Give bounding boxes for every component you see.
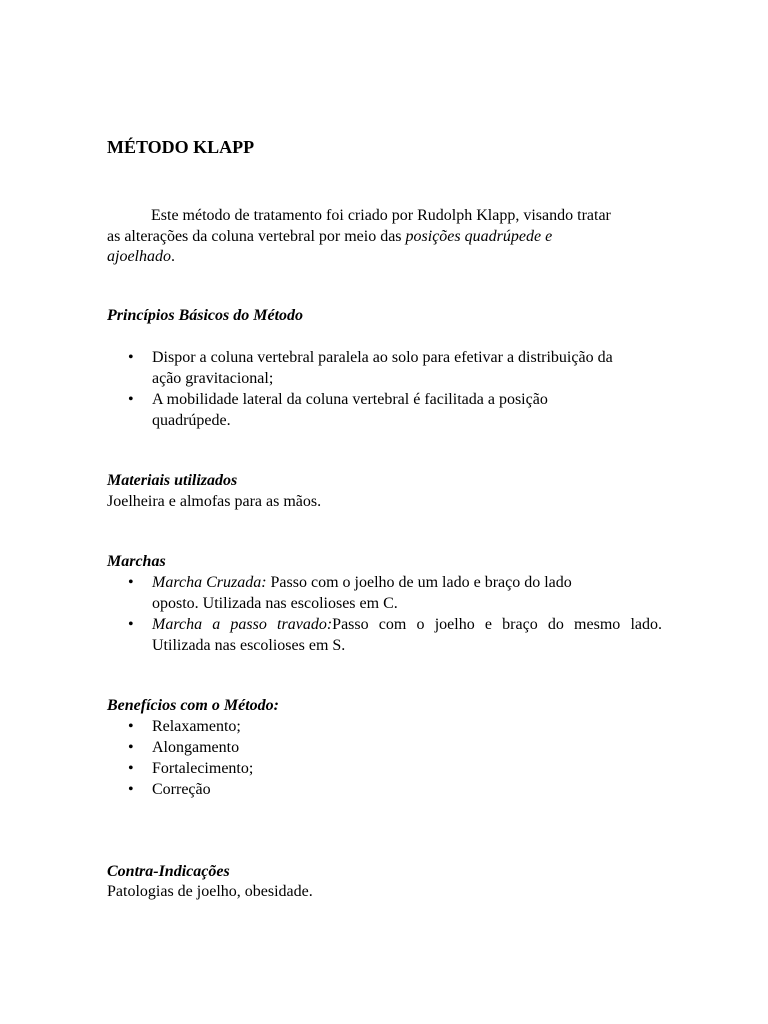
intro-line-2-italic: posições quadrúpede e xyxy=(405,228,553,245)
bullet-icon: • xyxy=(128,739,134,756)
marcha-2-line-2: Utilizada nas escolioses em S. xyxy=(152,637,346,654)
intro-line-2 xyxy=(107,226,552,247)
principle-1-line-2: ação gravitacional; xyxy=(152,370,274,387)
marcha-1-text: Passo com o joelho de um lado e braço do lado xyxy=(266,574,572,591)
intro-line-3-italic: ajoelhado xyxy=(107,248,171,265)
intro-line-1: Este método de tratamento foi criado por Rudolph Klapp, visando tratar xyxy=(151,207,611,224)
intro-line-2-text: as alterações da coluna vertebral por meio das xyxy=(107,228,406,245)
benefit-item: Relaxamento; xyxy=(152,718,241,735)
marcha-2-line-1 xyxy=(152,614,662,635)
contraindications-heading: Contra-Indicações xyxy=(107,863,230,880)
intro-line-3 xyxy=(107,246,175,267)
benefit-item: Alongamento xyxy=(152,739,240,756)
benefits-heading: Benefícios com o Método: xyxy=(107,697,279,714)
intro-line-3-end: . xyxy=(171,248,175,265)
materials-heading: Materiais utilizados xyxy=(107,472,238,489)
benefit-item: Fortalecimento; xyxy=(152,760,254,777)
marcha-1-line-2: oposto. Utilizada nas escolioses em C. xyxy=(152,595,398,612)
bullet-icon: • xyxy=(128,781,134,798)
principle-2-line-1: A mobilidade lateral da coluna vertebral é facilitada a posição xyxy=(152,391,548,408)
marcha-2-text: Passo com o joelho e braço do mesmo lado. xyxy=(332,616,663,633)
marcha-1-line-1 xyxy=(152,572,572,593)
materials-text: Joelheira e almofas para as mãos. xyxy=(107,493,322,510)
marcha-1-label: Marcha Cruzada: xyxy=(152,574,267,591)
bullet-icon: • xyxy=(128,718,134,735)
bullet-icon: • xyxy=(128,760,134,777)
benefit-item: Correção xyxy=(152,781,211,798)
principle-1-line-1: Dispor a coluna vertebral paralela ao solo para efetivar a distribuição da xyxy=(152,349,613,366)
document-title: MÉTODO KLAPP xyxy=(107,137,255,157)
bullet-icon: • xyxy=(128,616,134,633)
bullet-icon: • xyxy=(128,574,134,591)
bullet-icon: • xyxy=(128,391,134,408)
contraindications-text: Patologias de joelho, obesidade. xyxy=(107,883,313,900)
marcha-2-label: Marcha a passo travado: xyxy=(152,616,333,633)
principle-2-line-2: quadrúpede. xyxy=(152,412,231,429)
bullet-icon: • xyxy=(128,349,134,366)
marchas-heading: Marchas xyxy=(107,553,166,570)
principles-heading: Princípios Básicos do Método xyxy=(107,307,304,324)
